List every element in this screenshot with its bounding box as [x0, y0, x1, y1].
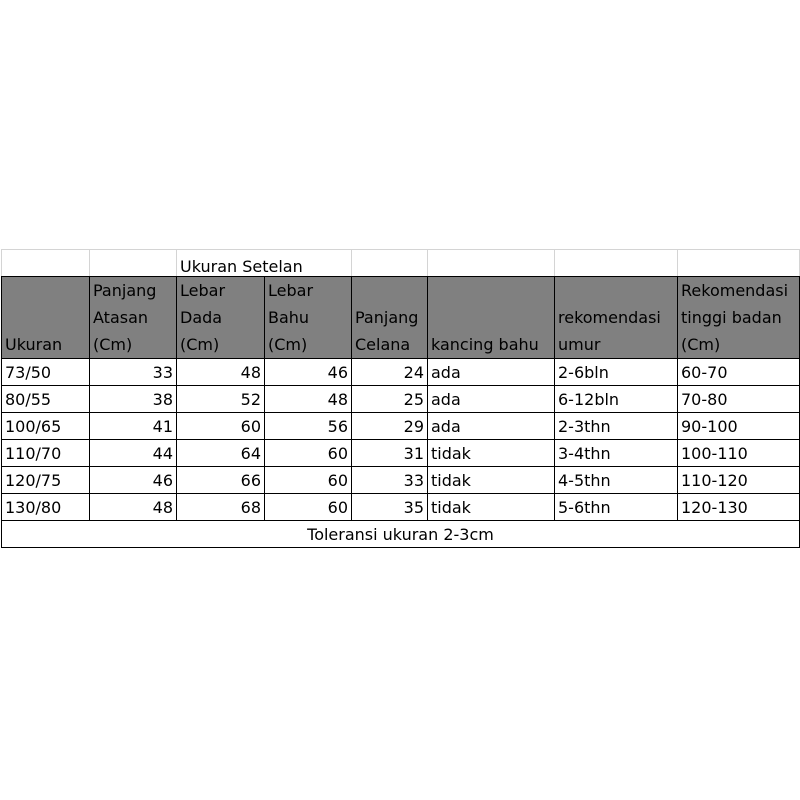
cell-lebar-dada: 48	[177, 359, 265, 386]
table-row	[2, 359, 800, 386]
cell-panjang-atasan: 41	[90, 413, 177, 440]
table-row	[2, 494, 800, 521]
cell-lebar-dada: 52	[177, 386, 265, 413]
cell-panjang-celana: 35	[352, 494, 428, 521]
cell-panjang-celana: 33	[352, 467, 428, 494]
header-lebar-dada: Lebar Dada (Cm)	[177, 277, 265, 359]
table-row	[2, 467, 800, 494]
cell-panjang-celana: 29	[352, 413, 428, 440]
empty-cell	[678, 250, 800, 277]
cell-lebar-bahu: 46	[265, 359, 352, 386]
cell-lebar-dada: 64	[177, 440, 265, 467]
header-kancing-bahu: kancing bahu	[428, 277, 555, 359]
cell-lebar-bahu: 60	[265, 440, 352, 467]
cell-panjang-atasan: 33	[90, 359, 177, 386]
cell-lebar-bahu: 56	[265, 413, 352, 440]
cell-rekomendasi-tinggi: 100-110	[678, 440, 800, 467]
empty-cell	[90, 250, 177, 277]
empty-cell	[352, 250, 428, 277]
cell-kancing-bahu: tidak	[428, 467, 555, 494]
table-row	[2, 386, 800, 413]
cell-lebar-dada: 66	[177, 467, 265, 494]
cell-panjang-atasan: 44	[90, 440, 177, 467]
cell-lebar-bahu: 60	[265, 494, 352, 521]
cell-panjang-atasan: 46	[90, 467, 177, 494]
empty-cell	[428, 250, 555, 277]
size-chart-sheet	[1, 249, 799, 548]
cell-rekomendasi-umur: 3-4thn	[555, 440, 678, 467]
cell-ukuran: 73/50	[2, 359, 90, 386]
cell-ukuran: 110/70	[2, 440, 90, 467]
note-row	[2, 521, 800, 548]
cell-rekomendasi-umur: 2-3thn	[555, 413, 678, 440]
cell-panjang-celana: 31	[352, 440, 428, 467]
table-row	[2, 413, 800, 440]
cell-panjang-atasan: 38	[90, 386, 177, 413]
cell-kancing-bahu: tidak	[428, 494, 555, 521]
cell-ukuran: 130/80	[2, 494, 90, 521]
title-row	[2, 250, 800, 277]
cell-lebar-bahu: 48	[265, 386, 352, 413]
cell-panjang-celana: 24	[352, 359, 428, 386]
table-row	[2, 440, 800, 467]
header-rekomendasi-umur: rekomendasi umur	[555, 277, 678, 359]
cell-ukuran: 80/55	[2, 386, 90, 413]
empty-cell	[2, 250, 90, 277]
cell-rekomendasi-umur: 2-6bln	[555, 359, 678, 386]
cell-panjang-atasan: 48	[90, 494, 177, 521]
empty-cell	[555, 250, 678, 277]
cell-ukuran: 120/75	[2, 467, 90, 494]
cell-rekomendasi-tinggi: 60-70	[678, 359, 800, 386]
cell-rekomendasi-tinggi: 110-120	[678, 467, 800, 494]
table-title: Ukuran Setelan	[177, 250, 352, 277]
cell-lebar-dada: 60	[177, 413, 265, 440]
cell-rekomendasi-umur: 6-12bln	[555, 386, 678, 413]
header-panjang-atasan: Panjang Atasan (Cm)	[90, 277, 177, 359]
cell-kancing-bahu: ada	[428, 413, 555, 440]
header-panjang-celana: Panjang Celana	[352, 277, 428, 359]
cell-panjang-celana: 25	[352, 386, 428, 413]
cell-rekomendasi-umur: 5-6thn	[555, 494, 678, 521]
cell-kancing-bahu: tidak	[428, 440, 555, 467]
cell-rekomendasi-tinggi: 120-130	[678, 494, 800, 521]
header-lebar-bahu: Lebar Bahu (Cm)	[265, 277, 352, 359]
header-row	[2, 277, 800, 359]
cell-ukuran: 100/65	[2, 413, 90, 440]
header-ukuran: Ukuran	[2, 277, 90, 359]
cell-lebar-dada: 68	[177, 494, 265, 521]
cell-kancing-bahu: ada	[428, 359, 555, 386]
size-chart-table	[1, 249, 800, 548]
header-rekomendasi-tinggi: Rekomendasi tinggi badan (Cm)	[678, 277, 800, 359]
cell-kancing-bahu: ada	[428, 386, 555, 413]
cell-rekomendasi-tinggi: 90-100	[678, 413, 800, 440]
cell-lebar-bahu: 60	[265, 467, 352, 494]
cell-rekomendasi-tinggi: 70-80	[678, 386, 800, 413]
tolerance-note: Toleransi ukuran 2-3cm	[2, 521, 800, 548]
cell-rekomendasi-umur: 4-5thn	[555, 467, 678, 494]
